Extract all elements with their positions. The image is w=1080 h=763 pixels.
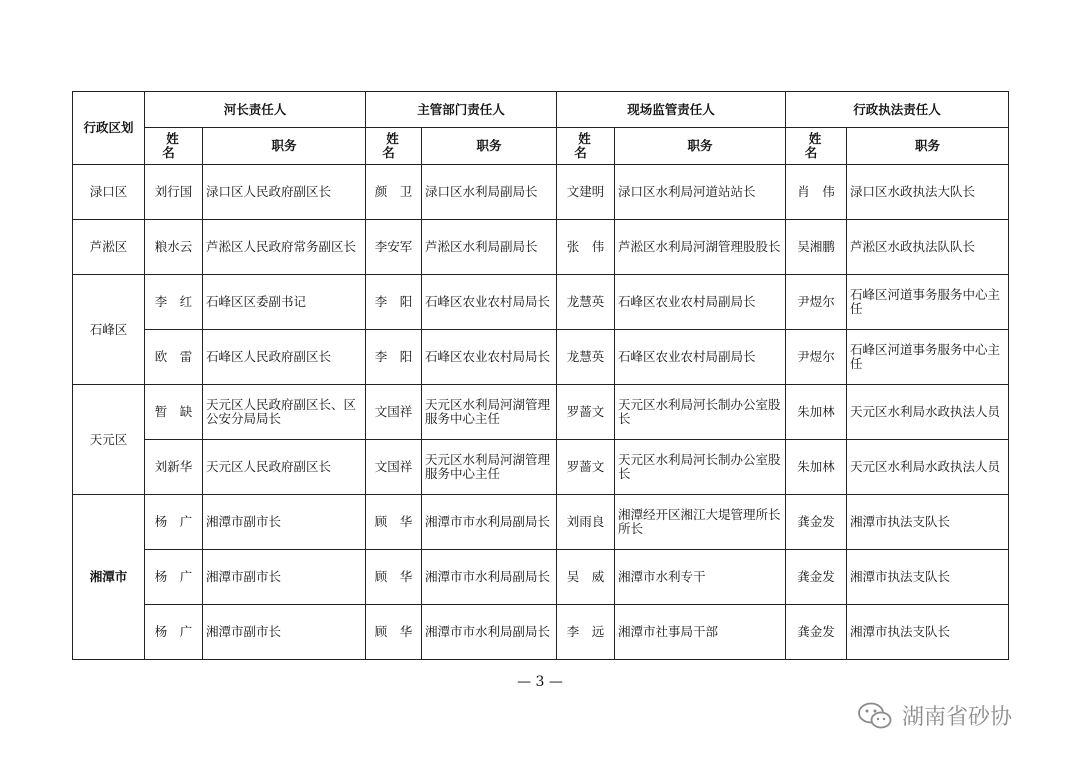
- person-name-cell: 罗蔷文: [557, 440, 615, 495]
- person-name-cell: 顾 华: [366, 495, 422, 550]
- person-name-cell: 刘新华: [145, 440, 203, 495]
- post-cell: 天元区水利局水政执法人员: [847, 440, 1009, 495]
- header-group-river-chief: 河长责任人: [145, 92, 366, 128]
- post-cell: 天元区人民政府副区长: [203, 440, 366, 495]
- district-cell: 石峰区: [73, 275, 145, 385]
- person-name-cell: 文建明: [557, 165, 615, 220]
- header-post: 职务: [615, 128, 786, 165]
- post-cell: 湘潭市水利专干: [615, 550, 786, 605]
- person-name-cell: 顾 华: [366, 605, 422, 660]
- table-row: [73, 220, 1009, 275]
- person-name-cell: 龙慧英: [557, 275, 615, 330]
- table-row: [73, 605, 1009, 660]
- header-group-onsite-supervision: 现场监管责任人: [557, 92, 786, 128]
- person-name-cell: 刘行国: [145, 165, 203, 220]
- post-cell: 湘潭市市水利局副局长: [422, 605, 557, 660]
- person-name-cell: 龚金发: [786, 605, 847, 660]
- post-cell: 湘潭市市水利局副局长: [422, 495, 557, 550]
- person-name-cell: 朱加林: [786, 385, 847, 440]
- post-cell: 天元区水利局河长制办公室股长: [615, 385, 786, 440]
- person-name-cell: 张 伟: [557, 220, 615, 275]
- post-cell: 石峰区人民政府副区长: [203, 330, 366, 385]
- district-cell: 湘潭市: [73, 495, 145, 660]
- post-cell: 湘潭经开区湘江大堤管理所长所长: [615, 495, 786, 550]
- post-cell: 天元区水利局河长制办公室股长: [615, 440, 786, 495]
- person-name-cell: 李 远: [557, 605, 615, 660]
- table-row: [73, 495, 1009, 550]
- post-cell: 渌口区人民政府副区长: [203, 165, 366, 220]
- district-cell: 芦淞区: [73, 220, 145, 275]
- person-name-cell: 尹煜尔: [786, 275, 847, 330]
- person-name-cell: 文国祥: [366, 385, 422, 440]
- header-row-fields: [73, 128, 1009, 165]
- header-row-groups: [73, 92, 1009, 128]
- header-post: 职务: [847, 128, 1009, 165]
- post-cell: 渌口区水政执法大队长: [847, 165, 1009, 220]
- post-cell: 芦淞区水利局副局长: [422, 220, 557, 275]
- post-cell: 湘潭市副市长: [203, 550, 366, 605]
- person-name-cell: 龚金发: [786, 495, 847, 550]
- person-name-cell: 欧 雷: [145, 330, 203, 385]
- post-cell: 芦淞区人民政府常务副区长: [203, 220, 366, 275]
- post-cell: 石峰区农业农村局局长: [422, 275, 557, 330]
- post-cell: 天元区水利局河湖管理服务中心主任: [422, 440, 557, 495]
- person-name-cell: 文国祥: [366, 440, 422, 495]
- table-body: [73, 165, 1009, 660]
- post-cell: 渌口区水利局副局长: [422, 165, 557, 220]
- post-cell: 湘潭市社事局干部: [615, 605, 786, 660]
- person-name-cell: 颜 卫: [366, 165, 422, 220]
- person-name-cell: 李 阳: [366, 330, 422, 385]
- post-cell: 天元区人民政府副区长、区公安分局局长: [203, 385, 366, 440]
- header-group-competent-dept: 主管部门责任人: [366, 92, 557, 128]
- header-group-law-enforcement: 行政执法责任人: [786, 92, 1009, 128]
- district-cell: 天元区: [73, 385, 145, 495]
- post-cell: 石峰区河道事务服务中心主任: [847, 330, 1009, 385]
- watermark: [858, 700, 1012, 731]
- person-name-cell: 罗蔷文: [557, 385, 615, 440]
- person-name-cell: 吴湘鹏: [786, 220, 847, 275]
- person-name-cell: 龚金发: [786, 550, 847, 605]
- header-district: 行政区划: [73, 92, 145, 165]
- header-name: 姓 名: [557, 128, 615, 165]
- person-name-cell: 杨 广: [145, 550, 203, 605]
- person-name-cell: 杨 广: [145, 495, 203, 550]
- table-row: [73, 330, 1009, 385]
- person-name-cell: 肖 伟: [786, 165, 847, 220]
- person-name-cell: 朱加林: [786, 440, 847, 495]
- header-post: 职务: [422, 128, 557, 165]
- person-name-cell: 龙慧英: [557, 330, 615, 385]
- watermark-text: 湖南省砂协: [902, 705, 1013, 730]
- page-number: — 3 —: [517, 674, 563, 690]
- person-name-cell: 吴 威: [557, 550, 615, 605]
- person-name-cell: 粮水云: [145, 220, 203, 275]
- header-post: 职务: [203, 128, 366, 165]
- person-name-cell: 暂 缺: [145, 385, 203, 440]
- post-cell: 石峰区区委副书记: [203, 275, 366, 330]
- post-cell: 湘潭市执法支队长: [847, 550, 1009, 605]
- post-cell: 石峰区农业农村局副局长: [615, 275, 786, 330]
- post-cell: 石峰区农业农村局局长: [422, 330, 557, 385]
- post-cell: 湘潭市副市长: [203, 605, 366, 660]
- post-cell: 芦淞区水利局河湖管理股股长: [615, 220, 786, 275]
- post-cell: 石峰区河道事务服务中心主任: [847, 275, 1009, 330]
- table-row: [73, 385, 1009, 440]
- person-name-cell: 刘雨良: [557, 495, 615, 550]
- post-cell: 湘潭市市水利局副局长: [422, 550, 557, 605]
- post-cell: 湘潭市执法支队长: [847, 605, 1009, 660]
- person-name-cell: 李 红: [145, 275, 203, 330]
- person-name-cell: 杨 广: [145, 605, 203, 660]
- table-row: [73, 275, 1009, 330]
- table-row: [73, 550, 1009, 605]
- header-name: 姓 名: [145, 128, 203, 165]
- responsibility-table: [72, 91, 1009, 660]
- person-name-cell: 李 阳: [366, 275, 422, 330]
- post-cell: 湘潭市执法支队长: [847, 495, 1009, 550]
- district-cell: 渌口区: [73, 165, 145, 220]
- table-row: [73, 165, 1009, 220]
- header-name: 姓 名: [786, 128, 847, 165]
- post-cell: 芦淞区水政执法队队长: [847, 220, 1009, 275]
- post-cell: 天元区水利局水政执法人员: [847, 385, 1009, 440]
- person-name-cell: 尹煜尔: [786, 330, 847, 385]
- person-name-cell: 李安军: [366, 220, 422, 275]
- post-cell: 天元区水利局河湖管理服务中心主任: [422, 385, 557, 440]
- table-row: [73, 440, 1009, 495]
- header-name: 姓 名: [366, 128, 422, 165]
- wechat-icon: [858, 702, 892, 730]
- post-cell: 石峰区农业农村局副局长: [615, 330, 786, 385]
- post-cell: 湘潭市副市长: [203, 495, 366, 550]
- person-name-cell: 顾 华: [366, 550, 422, 605]
- post-cell: 渌口区水利局河道站站长: [615, 165, 786, 220]
